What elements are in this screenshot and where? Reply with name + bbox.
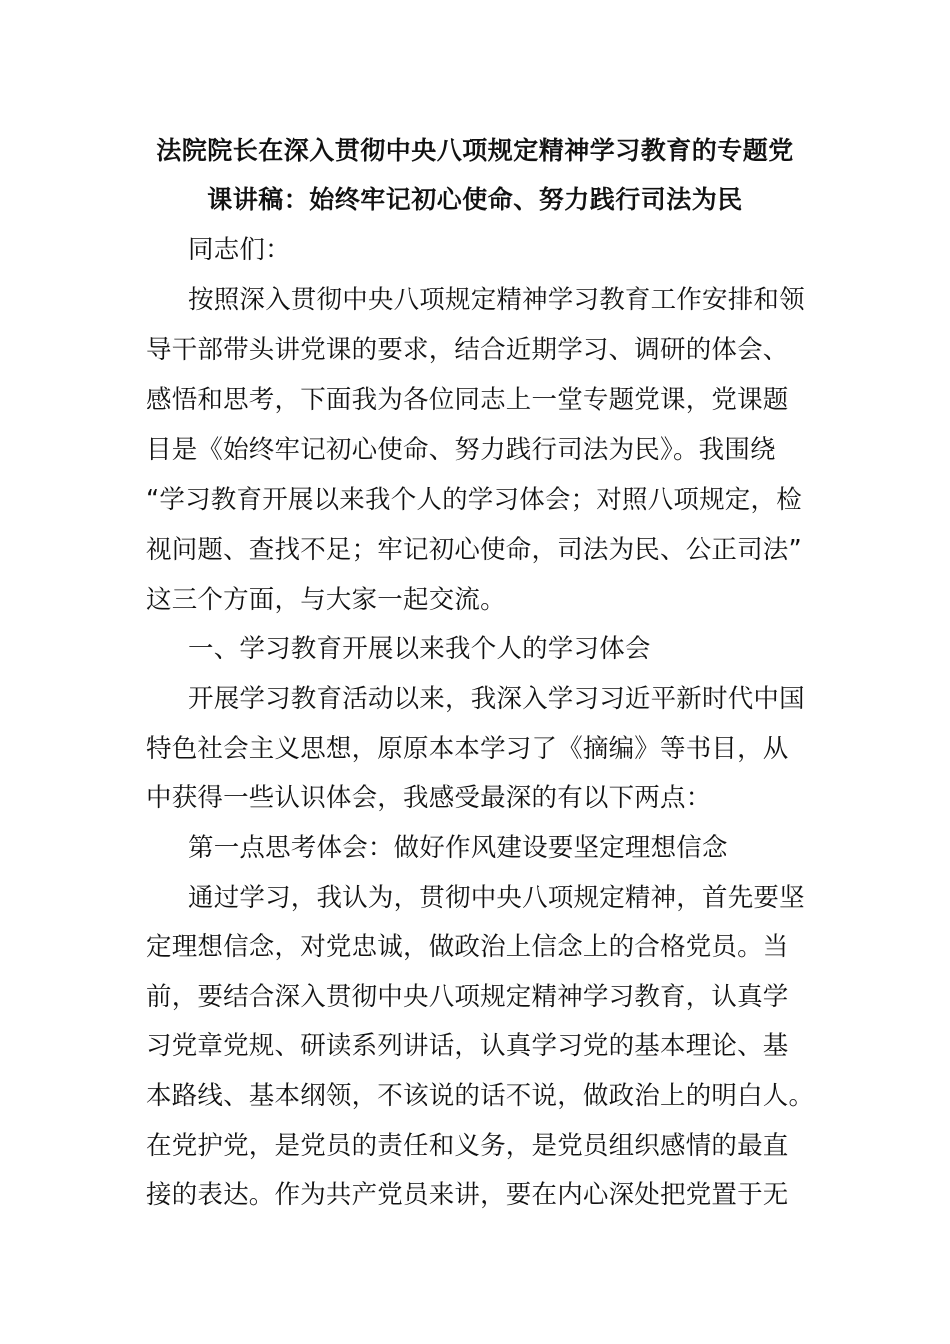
body-line: 习党章党规、研读系列讲话，认真学习党的基本理论、基 [146, 1031, 789, 1061]
salutation: 同志们： [188, 235, 291, 265]
document-title-line-2: 课讲稿：始终牢记初心使命、努力践行司法为民 [207, 185, 743, 214]
body-line: 特色社会主义思想，原原本本学习了《摘编》等书目，从 [146, 734, 789, 764]
body-line: 定理想信念，对党忠诚，做政治上信念上的合格党员。当 [146, 932, 789, 962]
body-line: 按照深入贯彻中央八项规定精神学习教育工作安排和领 [188, 285, 805, 315]
body-line: “学习教育开展以来我个人的学习体会；对照八项规定，检 [146, 485, 802, 515]
section-heading: 一、学习教育开展以来我个人的学习体会 [188, 634, 651, 664]
subsection-heading: 第一点思考体会：做好作风建设要坚定理想信念 [188, 833, 728, 863]
body-line: 感悟和思考，下面我为各位同志上一堂专题党课，党课题 [146, 385, 789, 415]
body-line: 中获得一些认识体会，我感受最深的有以下两点： [146, 783, 712, 813]
document-title-line-1: 法院院长在深入贯彻中央八项规定精神学习教育的专题党 [156, 136, 794, 165]
body-line: 目是《始终牢记初心使命、努力践行司法为民》。我围绕 [146, 435, 776, 465]
body-line: 接的表达。作为共产党员来讲，要在内心深处把党置于无 [146, 1180, 789, 1210]
body-line: 视问题、查找不足；牢记初心使命，司法为民、公正司法” [146, 535, 802, 565]
body-line: 在党护党，是党员的责任和义务，是党员组织感情的最直 [146, 1131, 789, 1161]
body-line: 通过学习，我认为，贯彻中央八项规定精神，首先要坚 [188, 883, 805, 913]
body-line: 这三个方面，与大家一起交流。 [146, 585, 506, 615]
body-line: 本路线、基本纲领，不该说的话不说，做政治上的明白人。 [146, 1081, 815, 1111]
body-line: 导干部带头讲党课的要求，结合近期学习、调研的体会、 [146, 335, 789, 365]
body-line: 开展学习教育活动以来，我深入学习习近平新时代中国 [188, 684, 805, 714]
body-line: 前，要结合深入贯彻中央八项规定精神学习教育，认真学 [146, 982, 789, 1012]
